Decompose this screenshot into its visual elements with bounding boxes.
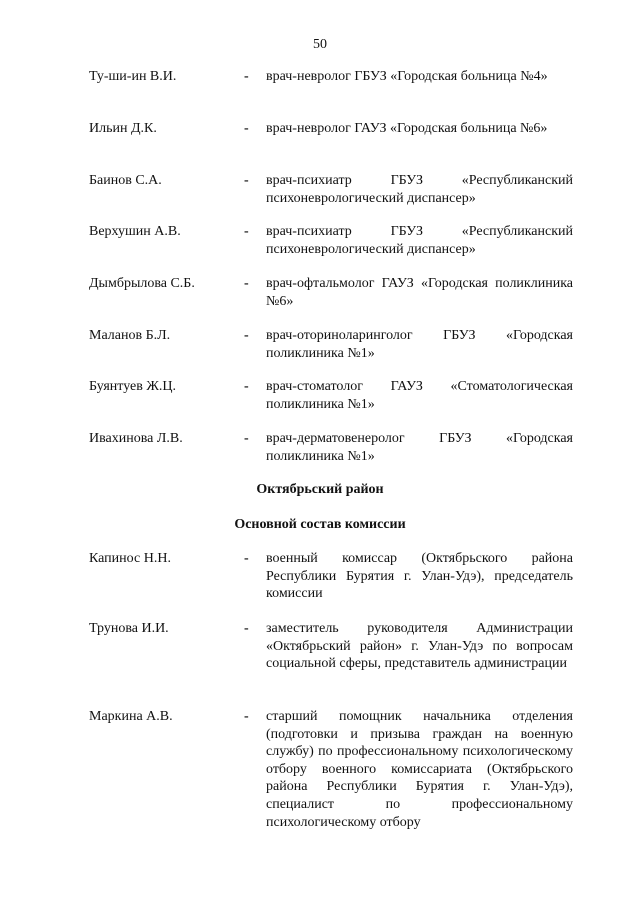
dash: - bbox=[244, 328, 249, 343]
dash: - bbox=[244, 379, 249, 394]
dash: - bbox=[244, 69, 249, 84]
member-position: старший помощник начальника отделения (подготовки и призыва граждан на военную службу) по профессиональному психологическому отбору военного комиссариата (Октябрьского района Республики Бурятия г. Улан-Удэ), специалист по профессиональному психологическому отбору bbox=[266, 709, 573, 830]
member-name: Дымбрылова С.Б. bbox=[89, 276, 195, 291]
dash: - bbox=[244, 173, 249, 188]
member-position: военный комиссар (Октябрьского района Республики Бурятия г. Улан-Удэ), председатель комиссии bbox=[266, 551, 573, 602]
member-position: врач-стоматолог ГАУЗ «Стоматологическая поликлиника №1» bbox=[266, 379, 573, 412]
dash: - bbox=[244, 224, 249, 239]
member-name: Маркина А.В. bbox=[89, 709, 173, 724]
member-name: Ту-ши-ин В.И. bbox=[89, 69, 177, 84]
member-name: Трунова И.И. bbox=[89, 621, 169, 636]
dash: - bbox=[244, 121, 249, 136]
dash: - bbox=[244, 431, 249, 446]
member-name: Верхушин А.В. bbox=[89, 224, 181, 239]
member-position: врач-офтальмолог ГАУЗ «Городская поликлиника №6» bbox=[266, 276, 573, 309]
member-name: Буянтуев Ж.Ц. bbox=[89, 379, 177, 394]
district-heading: Октябрьский район bbox=[256, 482, 384, 497]
member-position: врач-невролог ГБУЗ «Городская больница №4» bbox=[266, 69, 548, 84]
dash: - bbox=[244, 551, 249, 566]
page-number: 50 bbox=[313, 37, 327, 52]
member-name: Ильин Д.К. bbox=[89, 121, 157, 136]
member-position: врач-дерматовенеролог ГБУЗ «Городская поликлиника №1» bbox=[266, 431, 573, 464]
member-position: врач-психиатр ГБУЗ «Республиканский психоневрологический диспансер» bbox=[266, 224, 573, 257]
member-position: заместитель руководителя Администрации «Октябрьский район» г. Улан-Удэ по вопросам социальной сферы, представитель администрации bbox=[266, 621, 573, 672]
member-name: Ивахинова Л.В. bbox=[89, 431, 183, 446]
dash: - bbox=[244, 276, 249, 291]
member-position: врач-невролог ГАУЗ «Городская больница №6» bbox=[266, 121, 548, 136]
section-heading: Основной состав комиссии bbox=[234, 517, 406, 532]
member-position: врач-оториноларинголог ГБУЗ «Городская поликлиника №1» bbox=[266, 328, 573, 361]
member-name: Баинов С.А. bbox=[89, 173, 162, 188]
dash: - bbox=[244, 621, 249, 636]
member-position: врач-психиатр ГБУЗ «Республиканский психоневрологический диспансер» bbox=[266, 173, 573, 206]
member-name: Капинос Н.Н. bbox=[89, 551, 171, 566]
member-name: Маланов Б.Л. bbox=[89, 328, 171, 343]
dash: - bbox=[244, 709, 249, 724]
